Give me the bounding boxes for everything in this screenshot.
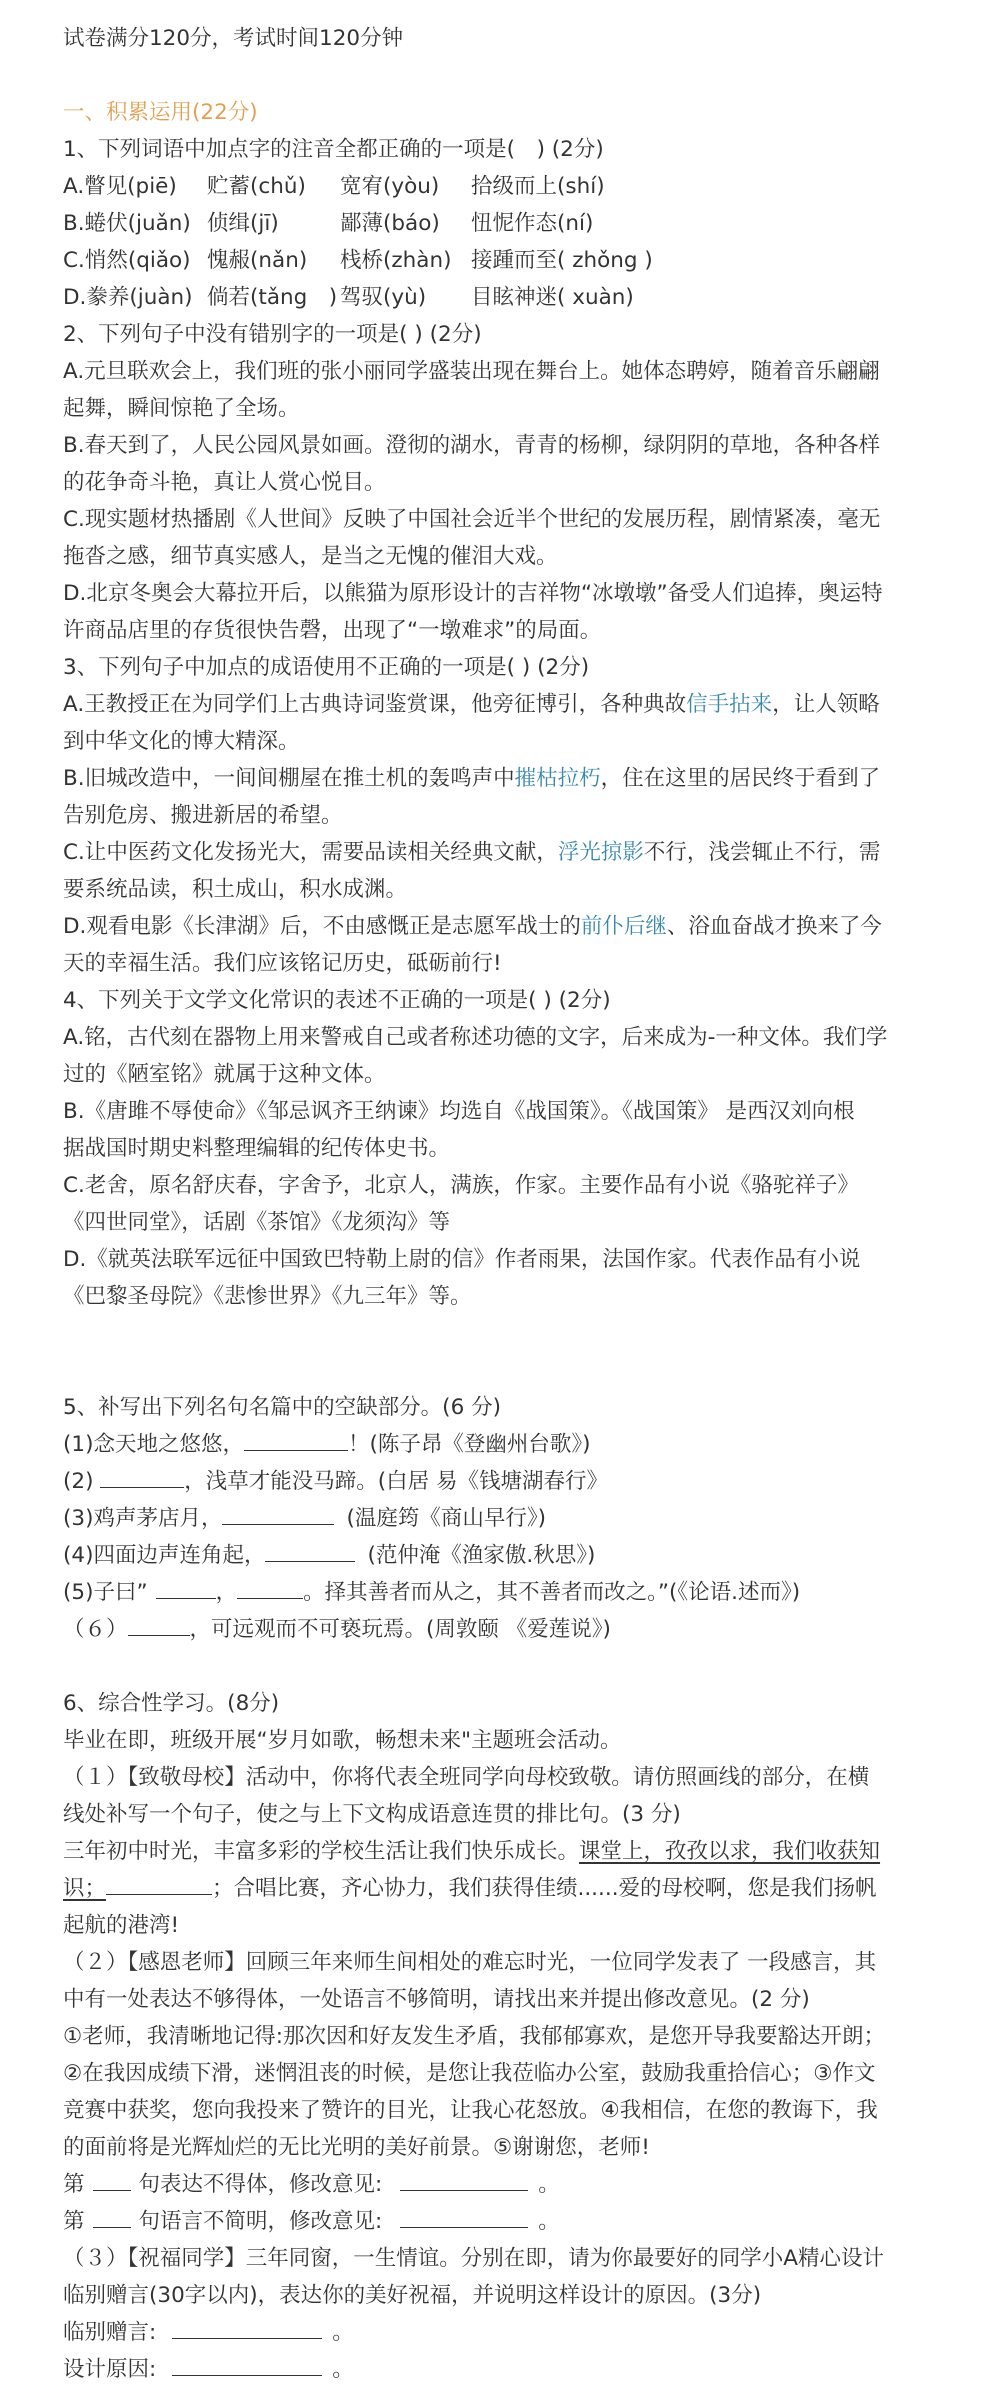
question-1-stem: 1、下列词语中加点字的注音全都正确的一项是( ) (2分) [63, 137, 604, 162]
question-2-line: 的花争奇斗艳，真让人赏心悦目。 [63, 470, 386, 495]
question-2-line: B.春天到了，人民公园风景如画。澄彻的湖水，青青的杨柳，绿阴阴的草地，各种各样 [63, 433, 881, 458]
question-4-line: 《四世同堂》，话剧《茶馆》《龙须沟》等 [63, 1210, 451, 1235]
option-word: A.瞥见(piē) [63, 174, 177, 199]
question-4-line: C.老舍，原名舒庆春，字舍予，北京人，满族，作家。主要作品有小说《骆驼祥子》 [63, 1173, 859, 1198]
fill-line [63, 1426, 997, 1463]
text: ，可远观而不可亵玩焉。(周敦颐 《爱莲说》) [189, 1617, 611, 1642]
text: 临别赠言: [63, 2320, 157, 2345]
question-6-line: （２）【感恩老师】回顾三年来师生间相处的难忘时光，一位同学发表了 一段感言，其 [63, 1950, 877, 1975]
question-6-line: 的面前将是光辉灿烂的无比光明的美好前景。⑤谢谢您，老师! [63, 2135, 650, 2160]
text: ；合唱比赛，齐心协力，我们获得佳绩......爱的母校啊，您是我们扬帆 [212, 1876, 877, 1901]
option-word: 愧赧(nǎn) [207, 248, 308, 273]
text: 不行，浅尝辄止不行，需 [643, 840, 881, 865]
text: 设计原因: [63, 2357, 157, 2382]
text: B.旧城改造中，一间间棚屋在推土机的轰鸣声中 [63, 766, 515, 791]
option-word: D.豢养(juàn) [63, 285, 193, 310]
option-word: 忸怩作态(ní) [471, 211, 594, 236]
question-4-line: B.《唐雎不辱使命》《邹忌讽齐王纳谏》均选自《战国策》。《战国策》 是西汉刘向根 [63, 1099, 855, 1124]
text: (4)四面边声连角起， [63, 1543, 266, 1568]
question-3-line: 要系统品读，积土成山，积水成渊。 [63, 877, 408, 902]
highlighted-idiom: 浮光掠影 [557, 840, 644, 865]
question-3-line: 到中华文化的博大精深。 [63, 729, 300, 754]
option-word: 贮蓄(chǔ) [207, 174, 306, 199]
text: 。 [538, 2209, 560, 2234]
question-1-option-a [63, 168, 997, 205]
text: C.让中医药文化发扬光大，需要品读相关经典文献， [63, 840, 558, 865]
fill-line [63, 1574, 997, 1611]
question-3-line [63, 760, 997, 797]
question-6-line: 起航的港湾! [63, 1913, 180, 1938]
text: (2) [63, 1469, 101, 1494]
text: ，浅草才能没马蹄。(白居 易《钱塘湖春行》 [184, 1469, 609, 1494]
question-2-line: 起舞，瞬间惊艳了全场。 [63, 396, 300, 421]
question-6-answer-line [63, 2203, 997, 2240]
question-6-line: 竞赛中获奖，您向我投来了赞许的目光，让我心花怒放。④我相信，在您的教诲下，我 [63, 2098, 878, 2123]
highlighted-idiom: 信手拈来 [686, 692, 773, 717]
question-6-line: （１）【致敬母校】活动中，你将代表全班同学向母校致敬。请仿照画线的部分，在横 [63, 1765, 870, 1790]
underlined-sentence: 课堂上，孜孜以求，我们收获知 [579, 1839, 881, 1864]
question-6-answer-line [63, 2166, 997, 2203]
exam-header: 试卷满分120分，考试时间120分钟 [63, 26, 404, 51]
option-word: 鄙薄(báo) [340, 211, 440, 236]
option-word: C.悄然(qiǎo) [63, 248, 191, 273]
question-3-line [63, 686, 997, 723]
question-4-line: 据战国时期史料整理编辑的纪传体史书。 [63, 1136, 451, 1161]
answer-blank[interactable] [93, 2168, 131, 2191]
text: (范仲淹《渔家傲.秋思》) [367, 1543, 596, 1568]
fill-line [63, 1611, 997, 1648]
text: (3)鸡声茅店月， [63, 1506, 223, 1531]
question-6-answer-line [63, 2314, 997, 2351]
question-2-line: D.北京冬奥会大幕拉开后，以熊猫为原形设计的吉祥物“冰墩墩”备受人们追捧，奥运特 [63, 581, 883, 606]
question-6-line: 中有一处表达不够得体，一处语言不够简明，请找出来并提出修改意见。(2 分) [63, 1987, 810, 2012]
question-4-line: A.铭，古代刻在器物上用来警戒自己或者称述功德的文字，后来成为-一种文体。我们学 [63, 1025, 888, 1050]
question-6-line: ②在我因成绩下滑，迷惘沮丧的时候，是您让我莅临办公室，鼓励我重拾信心；③作文 [63, 2061, 876, 2086]
question-6-line [63, 1833, 997, 1870]
question-4-line: 《巴黎圣母院》《悲惨世界》《九三年》等。 [63, 1284, 472, 1309]
text: 句表达不得体，修改意见: [138, 2172, 383, 2197]
text: ，让人领略 [772, 692, 880, 717]
text: (5)子曰” [63, 1580, 148, 1605]
question-1-option-b [63, 205, 997, 242]
answer-blank[interactable] [265, 1539, 355, 1562]
text: 、浴血奋战才换来了今 [666, 914, 882, 939]
text: D.观看电影《长津湖》后，不由感慨正是志愿军战士的 [63, 914, 581, 939]
question-6-line: 临别赠言(30字以内)，表达你的美好祝福，并说明这样设计的原因。(3分) [63, 2283, 762, 2308]
option-word: 接踵而至( zhǒng ) [471, 248, 653, 273]
text: 。 [332, 2320, 354, 2345]
text: ，住在这里的居民终于看到了 [600, 766, 881, 791]
answer-blank[interactable] [237, 1576, 303, 1599]
question-6-intro: 毕业在即，班级开展“岁月如歌，畅想未来"主题班会活动。 [63, 1728, 622, 1753]
question-3-stem: 3、下列句子中加点的成语使用不正确的一项是( ) (2分) [63, 655, 590, 680]
answer-blank[interactable] [400, 2168, 528, 2191]
underlined-sentence: 识； [63, 1876, 107, 1901]
text: 。择其善者而从之，其不善者而改之。”(《论语.述而》) [303, 1580, 801, 1605]
question-2-line: A.元旦联欢会上，我们班的张小丽同学盛装出现在舞台上。她体态聘婷，随着音乐翩翩 [63, 359, 880, 384]
question-6-line: 线处补写一个句子，使之与上下文构成语意连贯的排比句。(3 分) [63, 1802, 681, 1827]
answer-blank[interactable] [172, 2316, 322, 2339]
text: （６） [63, 1617, 128, 1642]
question-4-line: D.《就英法联军远征中国致巴特勒上尉的信》作者雨果，法国作家。代表作品有小说 [63, 1247, 861, 1272]
text: (温庭筠《商山早行》) [346, 1506, 546, 1531]
question-3-line: 天的幸福生活。我们应该铭记历史，砥砺前行! [63, 951, 502, 976]
text: 。 [332, 2357, 354, 2382]
text: ， [215, 1580, 238, 1605]
answer-blank[interactable] [400, 2205, 528, 2228]
highlighted-idiom: 前仆后继 [580, 914, 667, 939]
question-6-line: ①老师，我清晰地记得:那次因和好友发生矛盾，我郁郁寡欢，是您开导我要豁达开朗； [63, 2024, 886, 2049]
question-6-line [63, 1870, 997, 1907]
answer-blank[interactable] [100, 1465, 184, 1488]
option-word: 倘若(tǎng ) [207, 285, 338, 310]
option-word: B.蜷伏(juǎn) [63, 211, 191, 236]
option-word: 宽宥(yòu) [340, 174, 440, 199]
answer-blank[interactable] [244, 1428, 348, 1451]
question-2-line: C.现实题材热播剧《人世间》反映了中国社会近半个世纪的发展历程，剧情紧凑，毫无 [63, 507, 881, 532]
question-6-line: （３）【祝福同学】三年同窗，一生情谊。分别在即，请为你最要好的同学小A精心设计 [63, 2246, 884, 2271]
question-6-answer-line [63, 2351, 997, 2388]
fill-line [63, 1463, 997, 1500]
text: 句语言不简明，修改意见: [138, 2209, 383, 2234]
question-5-stem: 5、补写出下列名句名篇中的空缺部分。(6 分) [63, 1395, 501, 1420]
text: ！(陈子昂《登幽州台歌》) [347, 1432, 591, 1457]
answer-blank[interactable] [172, 2353, 322, 2376]
text: 第 [63, 2172, 85, 2197]
text: (1)念天地之悠悠， [63, 1432, 244, 1457]
answer-blank[interactable] [106, 1872, 212, 1895]
answer-blank[interactable] [128, 1613, 190, 1636]
option-word: 栈桥(zhàn) [340, 248, 452, 273]
question-6-stem: 6、综合性学习。(8分) [63, 1691, 280, 1716]
option-word: 侦缉(jī) [207, 211, 279, 236]
question-2-line: 许商品店里的存货很快告磬，出现了“一墩难求”的局面。 [63, 618, 602, 643]
text: 第 [63, 2209, 85, 2234]
answer-blank[interactable] [156, 1576, 216, 1599]
answer-blank[interactable] [93, 2205, 131, 2228]
text: 三年初中时光，丰富多彩的学校生活让我们快乐成长。 [63, 1839, 580, 1864]
option-word: 拾级而上(shí) [471, 174, 605, 199]
question-4-line: 过的《陋室铭》就属于这种文体。 [63, 1062, 386, 1087]
question-2-stem: 2、下列句子中没有错别字的一项是( ) (2分) [63, 322, 482, 347]
highlighted-idiom: 摧枯拉朽 [514, 766, 601, 791]
section-title: 一、积累运用(22分) [63, 100, 258, 125]
option-word: 驾驭(yù) [340, 285, 427, 310]
fill-line [63, 1537, 997, 1574]
answer-blank[interactable] [222, 1502, 334, 1525]
option-word: 目眩神迷( xuàn) [471, 285, 634, 310]
question-1-option-c [63, 242, 997, 279]
question-3-line [63, 908, 997, 945]
question-4-stem: 4、下列关于文学文化常识的表述不正确的一项是( ) (2分) [63, 988, 611, 1013]
text: A.王教授正在为同学们上古典诗词鉴赏课，他旁征博引，各种典故 [63, 692, 687, 717]
question-1-option-d [63, 279, 997, 316]
question-2-line: 拖沓之感，细节真实感人，是当之无愧的催泪大戏。 [63, 544, 558, 569]
text: 。 [538, 2172, 560, 2197]
question-3-line: 告别危房、搬进新居的希望。 [63, 803, 343, 828]
question-3-line [63, 834, 997, 871]
fill-line [63, 1500, 997, 1537]
